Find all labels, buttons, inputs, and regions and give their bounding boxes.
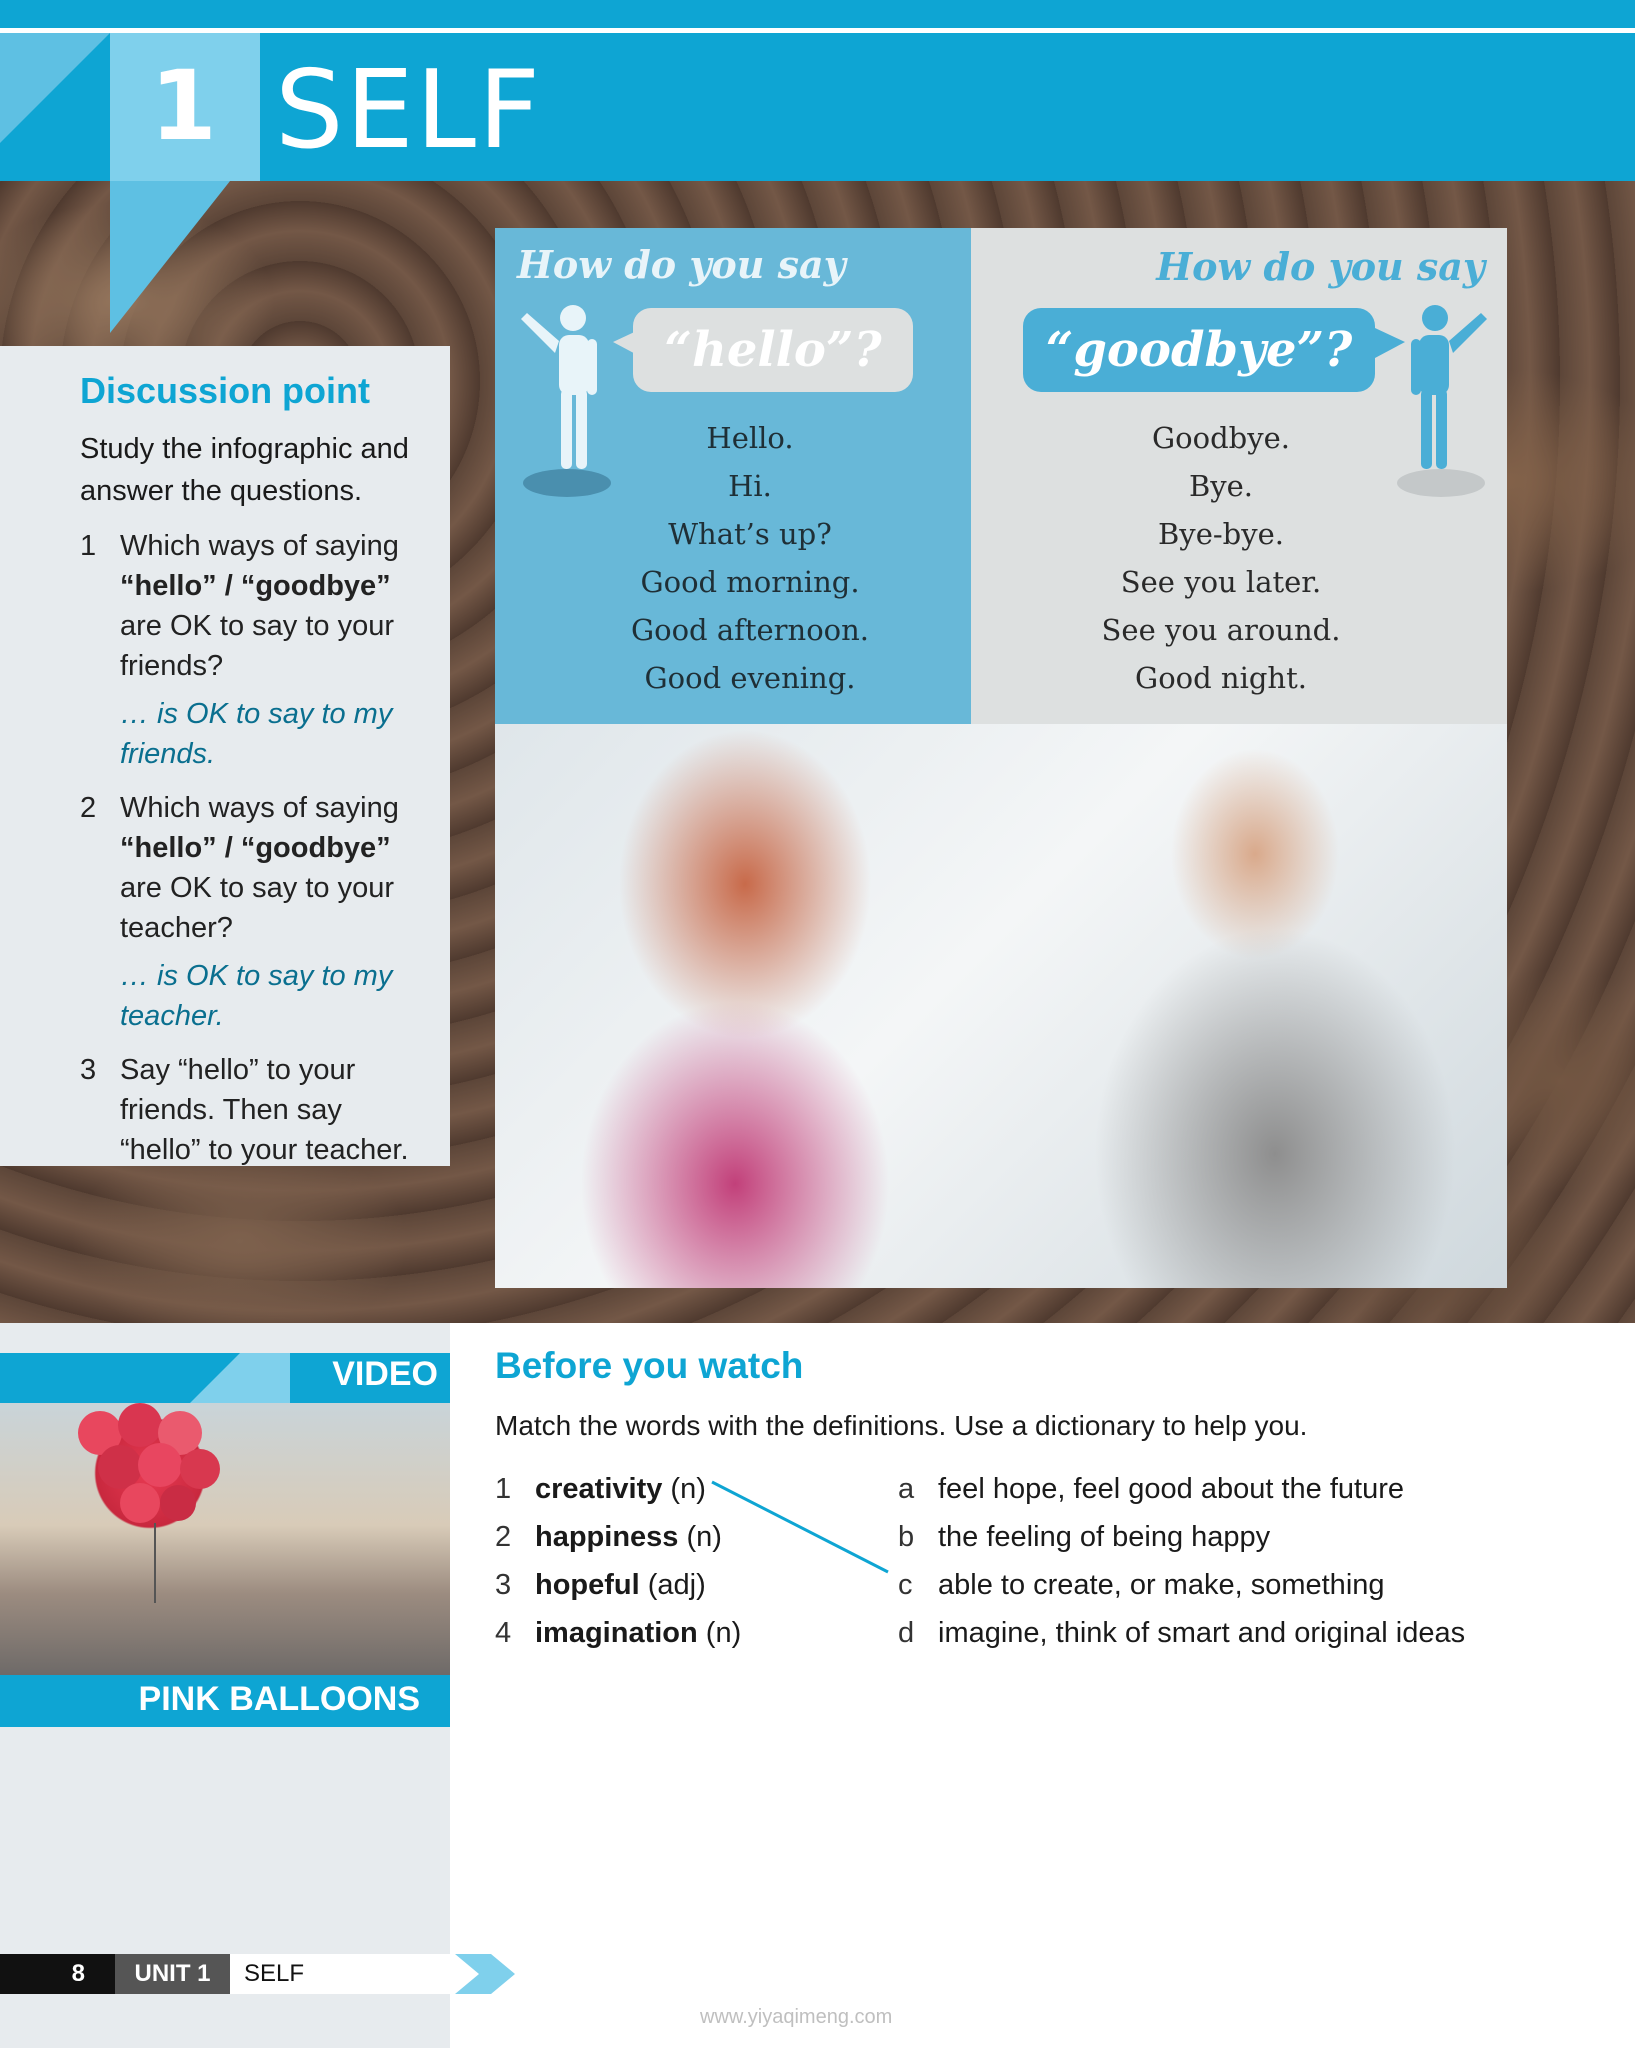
definition-letter: a xyxy=(898,1473,915,1505)
video-caption xyxy=(0,1675,450,1727)
footer-title: SELF xyxy=(230,1954,460,1994)
word-term: imagination xyxy=(535,1617,698,1649)
definition-text: the feeling of being happy xyxy=(938,1521,1271,1553)
video-caption-text: PINK BALLOONS xyxy=(138,1680,420,1718)
goodbye-phrase: Bye-bye. xyxy=(1158,517,1284,551)
discussion-panel xyxy=(0,346,450,1166)
hello-phrase-list xyxy=(615,414,885,702)
hello-phrase: Good morning. xyxy=(640,565,860,599)
word-term: happiness xyxy=(535,1521,679,1553)
goodbye-phrase: See you around. xyxy=(1101,613,1341,647)
question-number: 2 xyxy=(80,792,97,824)
word-term: hopeful xyxy=(535,1569,640,1601)
before-you-watch-title: Before you watch xyxy=(495,1345,804,1386)
discussion-answer-1: … is OK to say to my friends. xyxy=(120,698,393,770)
footer-unit: UNIT 1 xyxy=(115,1954,230,1994)
goodbye-phrase: Bye. xyxy=(1188,469,1254,503)
question-text: Say “hello” to your friends. Then say “hello” to your teacher. xyxy=(120,1054,409,1166)
goodbye-phrase-list xyxy=(1071,414,1371,702)
word-pos: (n) xyxy=(697,1617,742,1649)
goodbye-phrase: Goodbye. xyxy=(1152,421,1290,455)
definition-item xyxy=(898,1465,1465,1513)
definition-item xyxy=(898,1513,1465,1561)
question-text-end: are OK to say to your teacher? xyxy=(120,872,395,944)
question-number: 3 xyxy=(80,1054,97,1086)
word-pos: (n) xyxy=(678,1521,722,1553)
word-pos: (adj) xyxy=(639,1569,706,1601)
handshake-photo xyxy=(495,724,1507,1288)
video-thumbnail[interactable] xyxy=(0,1403,450,1675)
video-tab xyxy=(0,1353,450,1403)
unit-title: SELF xyxy=(275,48,543,173)
discussion-question-2 xyxy=(80,788,430,948)
question-number: 1 xyxy=(80,530,97,562)
unit-number: 1 xyxy=(150,50,217,162)
definition-text: able to create, or make, something xyxy=(938,1569,1385,1601)
word-number: 1 xyxy=(495,1473,512,1505)
definition-letter: b xyxy=(898,1521,915,1553)
goodbye-phrase: See you later. xyxy=(1120,565,1322,599)
hello-phrase: What’s up? xyxy=(668,517,832,551)
chevron-right-icon xyxy=(455,1954,515,1994)
hello-phrase: Hi. xyxy=(728,469,772,503)
definition-text: feel hope, feel good about the future xyxy=(938,1473,1404,1505)
infographic-hello xyxy=(495,228,971,724)
question-text: Which ways of saying xyxy=(120,792,399,824)
infographic-goodbye xyxy=(971,228,1507,724)
hello-bubble: “hello”? xyxy=(633,308,913,392)
question-text: Which ways of saying xyxy=(120,530,399,562)
question-bold-text: “hello” / “goodbye” xyxy=(120,570,391,602)
definition-letter: c xyxy=(898,1569,913,1601)
definition-item xyxy=(898,1561,1465,1609)
hello-heading: How do you say xyxy=(517,242,846,287)
match-example-line xyxy=(700,1470,900,1580)
word-pos: (n) xyxy=(662,1473,706,1505)
balloons-icon xyxy=(60,1403,250,1603)
person-waving-icon xyxy=(1391,303,1491,503)
word-number: 2 xyxy=(495,1521,512,1553)
definition-list xyxy=(898,1465,1465,1657)
unit-ribbon-icon xyxy=(0,33,260,333)
question-bold-text: “hello” / “goodbye” xyxy=(120,832,391,864)
watermark: www.yiyaqimeng.com xyxy=(700,2006,893,2028)
word-number: 3 xyxy=(495,1569,512,1601)
definition-item xyxy=(898,1609,1465,1657)
question-text-end: are OK to say to your friends? xyxy=(120,610,395,682)
discussion-intro: Study the infographic and answer the questions. xyxy=(80,433,409,507)
goodbye-heading: How do you say xyxy=(1156,244,1485,289)
page-number: 8 xyxy=(0,1954,115,1994)
hello-phrase: Good afternoon. xyxy=(630,613,870,647)
discussion-answer-2: … is OK to say to my teacher. xyxy=(120,960,393,1032)
top-rule xyxy=(0,0,1635,28)
hello-phrase: Hello. xyxy=(706,421,794,455)
before-you-watch-instruction: Match the words with the definitions. Use a dictionary to help you. xyxy=(495,1410,1308,1441)
discussion-question-1 xyxy=(80,526,430,686)
hello-phrase: Good evening. xyxy=(644,661,856,695)
word-number: 4 xyxy=(495,1617,512,1649)
discussion-title: Discussion point xyxy=(80,370,371,411)
definition-letter: d xyxy=(898,1617,915,1649)
word-term: creativity xyxy=(535,1473,663,1505)
word-item xyxy=(495,1609,741,1657)
discussion-question-3 xyxy=(80,1050,430,1170)
video-label: VIDEO xyxy=(332,1355,438,1393)
definition-text: imagine, think of smart and original ideas xyxy=(938,1617,1466,1649)
goodbye-bubble: “goodbye”? xyxy=(1023,308,1375,392)
person-waving-icon xyxy=(517,303,617,503)
goodbye-phrase: Good night. xyxy=(1135,661,1307,695)
